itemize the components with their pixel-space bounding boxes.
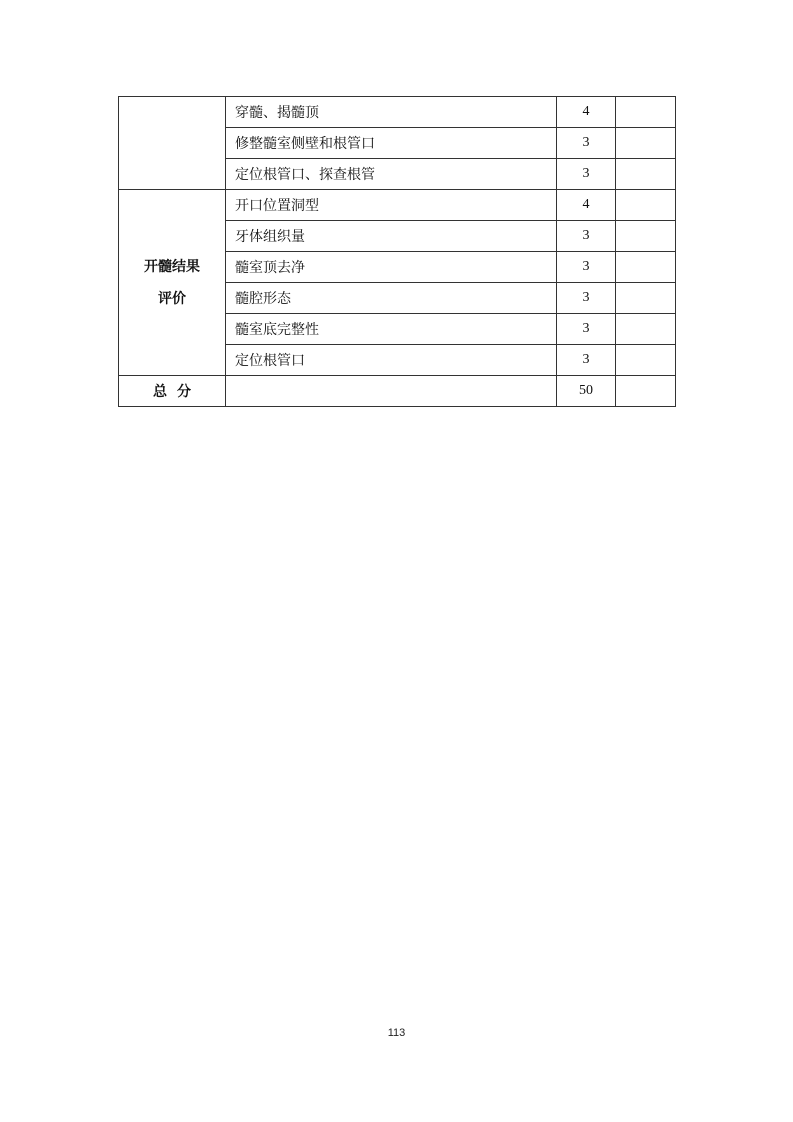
score-cell: 3 — [557, 128, 616, 159]
table-row — [119, 190, 676, 221]
score-cell: 3 — [557, 314, 616, 345]
result-cell — [616, 376, 676, 407]
item-cell: 髓室底完整性 — [226, 314, 557, 345]
category-cell — [119, 97, 226, 190]
score-cell: 3 — [557, 345, 616, 376]
total-score: 50 — [557, 376, 616, 407]
item-cell: 髓室顶去净 — [226, 252, 557, 283]
result-cell — [616, 221, 676, 252]
result-cell — [616, 97, 676, 128]
item-cell: 穿髓、揭髓顶 — [226, 97, 557, 128]
item-cell: 髓腔形态 — [226, 283, 557, 314]
score-cell: 3 — [557, 221, 616, 252]
item-cell: 修整髓室侧壁和根管口 — [226, 128, 557, 159]
result-cell — [616, 345, 676, 376]
score-cell: 4 — [557, 97, 616, 128]
page-number: 113 — [387, 1027, 406, 1039]
result-cell — [616, 283, 676, 314]
table-row — [119, 97, 676, 128]
total-row — [119, 376, 676, 407]
result-cell — [616, 159, 676, 190]
total-label: 总分 — [119, 376, 226, 407]
result-cell — [616, 128, 676, 159]
result-cell — [616, 314, 676, 345]
item-cell: 牙体组织量 — [226, 221, 557, 252]
item-cell: 定位根管口、探查根管 — [226, 159, 557, 190]
category-cell — [119, 190, 226, 376]
result-cell — [616, 190, 676, 221]
item-cell: 定位根管口 — [226, 345, 557, 376]
score-cell: 3 — [557, 283, 616, 314]
score-cell: 4 — [557, 190, 616, 221]
score-cell: 3 — [557, 252, 616, 283]
item-cell — [226, 376, 557, 407]
result-cell — [616, 252, 676, 283]
category-label-line1: 开髓结果 — [144, 258, 200, 275]
scoring-table — [118, 96, 676, 407]
score-cell: 3 — [557, 159, 616, 190]
item-cell: 开口位置洞型 — [226, 190, 557, 221]
category-label-line2: 评价 — [158, 290, 186, 307]
